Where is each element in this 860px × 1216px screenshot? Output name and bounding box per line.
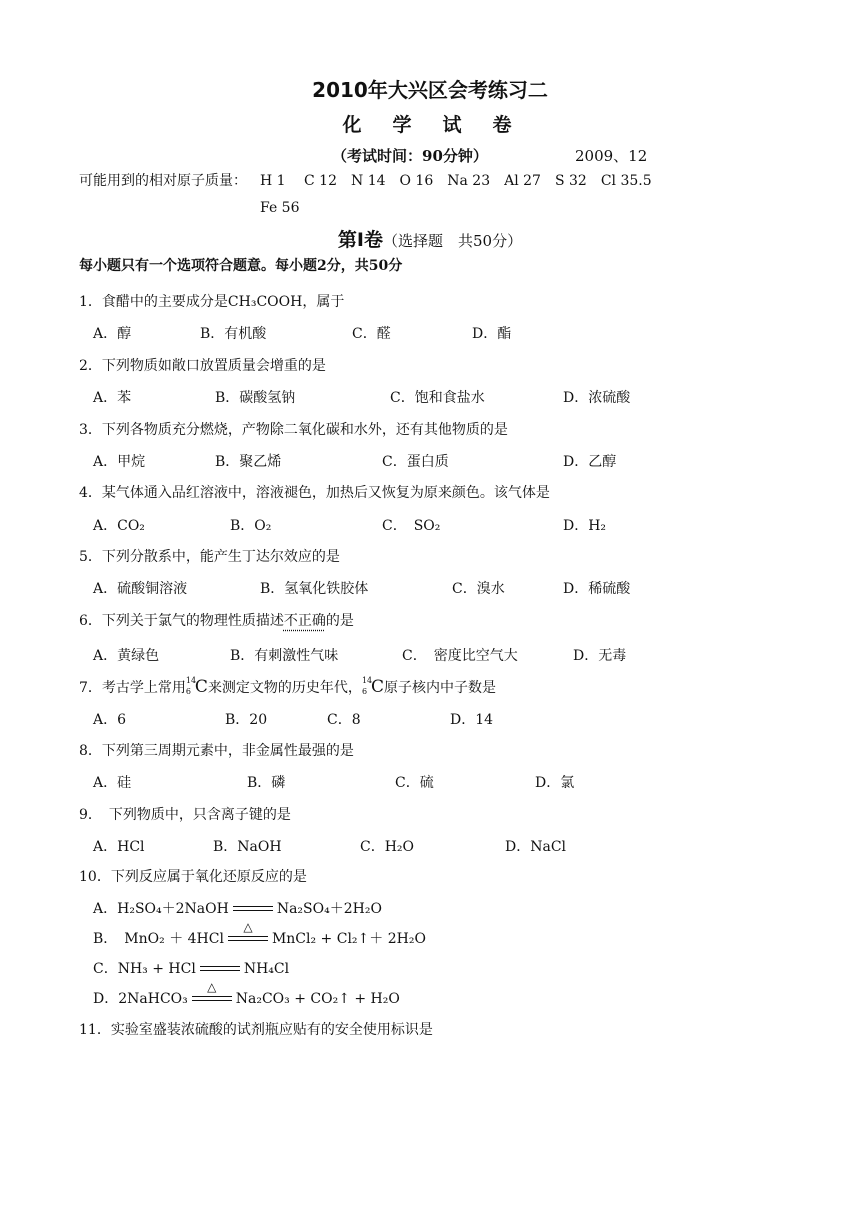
q5-option-c: C．溴水 xyxy=(452,581,505,597)
exam-title: 2010年大兴区会考练习二 xyxy=(312,78,548,102)
q4-option-c: C． SO₂ xyxy=(382,518,441,534)
q9-option-d: D．NaCl xyxy=(505,839,567,855)
question-text: 下列分散系中，能产生丁达尔效应的是 xyxy=(101,549,340,565)
q6-option-c: C． 密度比空气大 xyxy=(402,648,518,664)
products: Na₂CO₃ + CO₂↑ + H₂O xyxy=(235,991,400,1007)
q3-option-d: D．乙醇 xyxy=(563,454,617,470)
q6-option-d: D．无毒 xyxy=(573,648,627,664)
q10-option-c xyxy=(93,960,289,978)
q9-option-a: A．HCl xyxy=(93,839,145,855)
mass-number: 14 xyxy=(361,676,373,685)
equals-sign xyxy=(233,904,273,914)
atomic-masses-line-1: H 1 C 12 N 14 O 16 Na 23 Al 27 S 32 Cl 35.5 xyxy=(260,173,652,189)
q8-option-d: D．氯 xyxy=(535,775,575,791)
q8-option-b: B．磷 xyxy=(247,775,286,791)
q6-option-a: A．黄绿色 xyxy=(93,648,160,664)
products: Na₂SO₄＋2H₂O xyxy=(276,901,382,917)
atomic-masses-line-2: Fe 56 xyxy=(260,200,300,216)
equals-sign xyxy=(200,964,240,974)
q5-option-a: A．硫酸铜溶液 xyxy=(93,581,188,597)
question-number: 6． xyxy=(79,613,102,629)
q4-option-b: B．O₂ xyxy=(230,518,272,534)
section-instructions: 每小题只有一个选项符合题意。每小题2分，共50分 xyxy=(79,258,403,274)
question-number: 11． xyxy=(79,1022,111,1038)
q9-option-b: B．NaOH xyxy=(213,839,282,855)
question-number: 4． xyxy=(79,485,102,501)
q10-option-b xyxy=(93,920,426,948)
q7-option-a: A．6 xyxy=(93,712,127,728)
isotope-c14 xyxy=(186,678,208,696)
question-1 xyxy=(79,293,344,311)
heat-symbol: △ xyxy=(243,920,253,934)
atomic-number: 6 xyxy=(361,687,368,696)
question-text: 下列各物质充分燃烧，产物除二氧化碳和水外，还有其他物质的是 xyxy=(101,422,508,438)
question-text: 考古学上常用 xyxy=(101,680,186,696)
q8-option-a: A．硅 xyxy=(93,775,132,791)
question-number: 1． xyxy=(79,294,102,310)
exam-date: 2009、12 xyxy=(575,147,648,165)
question-number: 5． xyxy=(79,549,102,565)
section-note: （选择题 共50分） xyxy=(382,232,523,250)
option-label: A． xyxy=(93,901,118,917)
subject-title: 化 学 试 卷 xyxy=(342,114,518,136)
q4-option-d: D．H₂ xyxy=(563,518,607,534)
question-3 xyxy=(79,421,508,439)
q8-option-c: C．硫 xyxy=(395,775,434,791)
q7-option-b: B．20 xyxy=(225,712,268,728)
q7-option-c: C．8 xyxy=(327,712,361,728)
heat-symbol: △ xyxy=(207,980,217,994)
section-title: 第Ⅰ卷 xyxy=(337,229,383,251)
question-number: 10． xyxy=(79,869,111,885)
q10-option-a xyxy=(93,900,382,918)
question-5 xyxy=(79,548,340,566)
question-text: 下列关于氯气的物理性质描述 xyxy=(101,613,284,629)
reactants: 2NaHCO₃ xyxy=(118,991,188,1007)
equals-sign xyxy=(228,920,268,944)
reactants: H₂SO₄＋2NaOH xyxy=(117,901,229,917)
q1-option-a: A．醇 xyxy=(93,326,132,342)
q5-option-b: B．氢氧化铁胶体 xyxy=(260,581,369,597)
question-text: 实验室盛装浓硫酸的试剂瓶应贴有的安全使用标识是 xyxy=(110,1022,433,1038)
option-label: B． xyxy=(93,931,111,947)
q1-option-c: C．醛 xyxy=(352,326,391,342)
question-text: 下列物质如敞口放置质量会增重的是 xyxy=(101,358,326,374)
question-text-end: 的是 xyxy=(325,613,354,629)
question-6 xyxy=(79,612,354,630)
reactants: MnO₂ ＋ 4HCl xyxy=(110,931,224,947)
q2-option-c: C．饱和食盐水 xyxy=(390,390,485,406)
question-4 xyxy=(79,484,550,502)
q2-option-a: A．苯 xyxy=(93,390,132,406)
question-number: 3． xyxy=(79,422,102,438)
q3-option-c: C．蛋白质 xyxy=(382,454,449,470)
question-text: 下列物质中，只含离子键的是 xyxy=(94,807,291,823)
question-text-end: 原子核内中子数是 xyxy=(383,680,496,696)
q5-option-d: D．稀硫酸 xyxy=(563,581,631,597)
question-10 xyxy=(79,868,307,886)
element-symbol: C xyxy=(194,677,208,697)
products: MnCl₂ + Cl₂↑＋ 2H₂O xyxy=(271,931,426,947)
question-number: 9． xyxy=(79,807,95,823)
question-number: 8． xyxy=(79,743,102,759)
question-text-mid: 来测定文物的历史年代， xyxy=(207,680,362,696)
q2-option-d: D．浓硫酸 xyxy=(563,390,631,406)
option-label: C． xyxy=(93,961,118,977)
q2-option-b: B．碳酸氢钠 xyxy=(215,390,296,406)
equals-sign xyxy=(192,980,232,1004)
q9-option-c: C．H₂O xyxy=(360,839,415,855)
q1-option-d: D．酯 xyxy=(472,326,512,342)
question-number: 2． xyxy=(79,358,102,374)
question-text-emph: 不正确 xyxy=(283,613,326,629)
q1-option-b: B．有机酸 xyxy=(200,326,267,342)
atomic-mass-label: 可能用到的相对原子质量： xyxy=(79,173,247,189)
question-text: 食醋中的主要成分是CH₃COOH，属于 xyxy=(101,294,345,310)
section-heading xyxy=(0,225,860,252)
question-7 xyxy=(79,678,496,697)
q6-option-b: B．有刺激性气味 xyxy=(230,648,339,664)
atomic-number: 6 xyxy=(185,687,192,696)
question-9 xyxy=(79,806,291,824)
option-label: D． xyxy=(93,991,119,1007)
exam-duration: （考试时间：90分钟） xyxy=(332,147,488,165)
q7-option-d: D．14 xyxy=(450,712,494,728)
q4-option-a: A．CO₂ xyxy=(93,518,145,534)
mass-number: 14 xyxy=(185,676,197,685)
question-11 xyxy=(79,1021,433,1039)
isotope-c14 xyxy=(362,678,384,696)
element-symbol: C xyxy=(370,677,384,697)
question-text: 某气体通入品红溶液中，溶液褪色，加热后又恢复为原来颜色。该气体是 xyxy=(101,485,550,501)
question-text: 下列反应属于氧化还原反应的是 xyxy=(110,869,307,885)
q10-option-d xyxy=(93,980,400,1008)
question-number: 7． xyxy=(79,680,102,696)
question-2 xyxy=(79,357,326,375)
reactants: NH₃ + HCl xyxy=(117,961,196,977)
question-text: 下列第三周期元素中，非金属性最强的是 xyxy=(101,743,354,759)
products: NH₄Cl xyxy=(243,961,290,977)
q3-option-a: A．甲烷 xyxy=(93,454,146,470)
question-8 xyxy=(79,742,354,760)
q3-option-b: B．聚乙烯 xyxy=(215,454,282,470)
